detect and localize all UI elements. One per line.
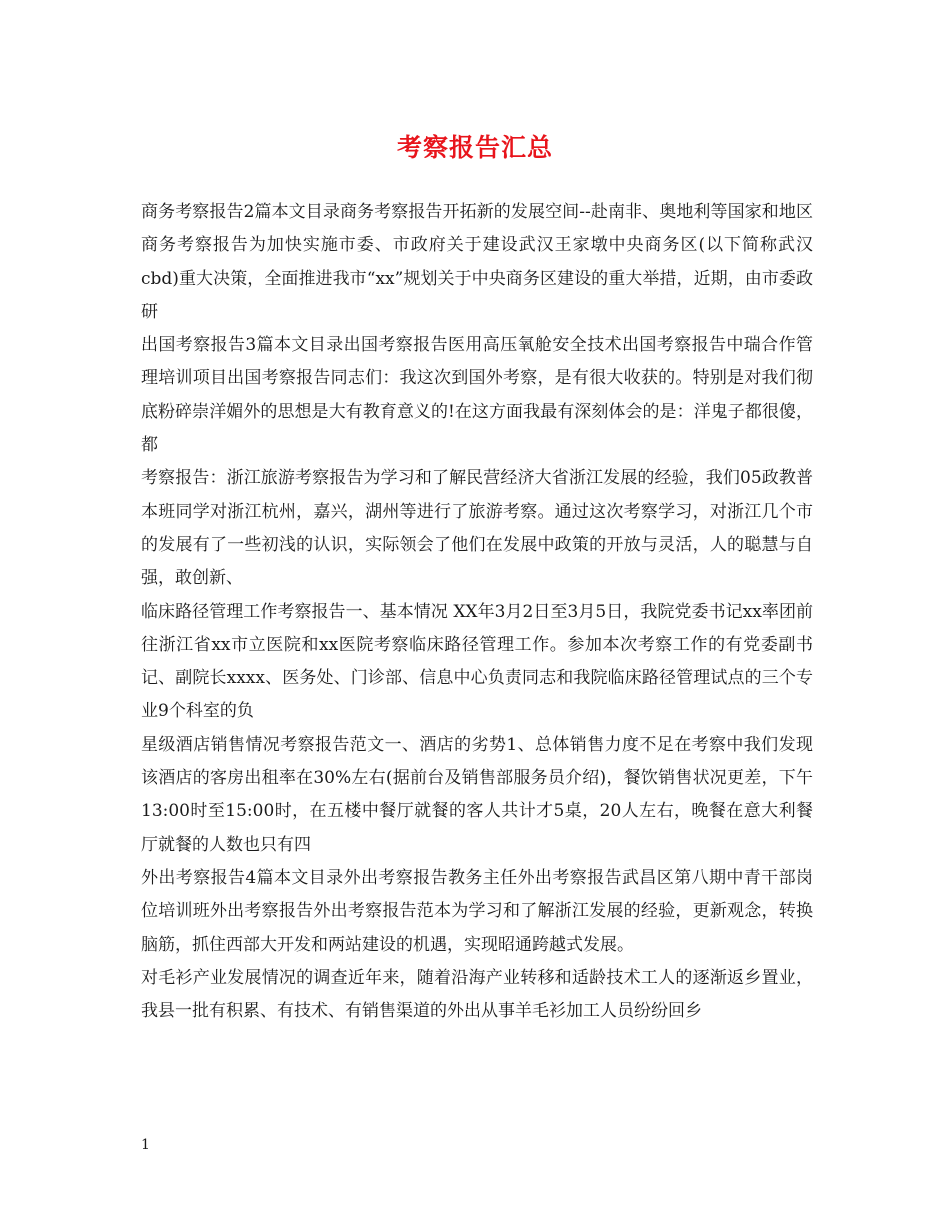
- document-title: 考察报告汇总: [396, 133, 553, 162]
- paragraph-overseas-report: 出国考察报告3篇本文目录出国考察报告医用高压氧舱安全技术出国考察报告中瑞合作管理培训项目出国考察报告同志们：我这次到国外考察，是有很大收获的。特别是对我们彻底粉碎崇洋媚外的思想是大有教育意义的!在这方面我最有深刻体会的是：洋鬼子都很傻，都: [141, 335, 813, 456]
- page-number: 1: [141, 1137, 150, 1153]
- paragraph-hotel-sales-report: 星级酒店销售情况考察报告范文一、酒店的劣势1、总体销售力度不足在考察中我们发现该酒店的客房出租率在30%左右(据前台及销售部服务员介绍)，餐饮销售状况更差，下午13:00时至15:00时，在五楼中餐厅就餐的客人共计才5桌，20人左右，晚餐在意大利餐厅就餐的人数也只有四: [141, 734, 813, 855]
- paragraph-business-report: 商务考察报告2篇本文目录商务考察报告开拓新的发展空间--赴南非、奥地利等国家和地区商务考察报告为加快实施市委、市政府关于建设武汉王家墩中央商务区(以下简称武汉cbd)重大决策，全面推进我市“xx”规划关于中央商务区建设的重大举措，近期，由市委政研: [141, 202, 813, 322]
- paragraph-sweater-industry-report: 对毛衫产业发展情况的调查近年来，随着沿海产业转移和适龄技术工人的逐渐返乡置业，我县一批有积累、有技术、有销售渠道的外出从事羊毛衫加工人员纷纷回乡: [141, 967, 813, 1022]
- paragraph-outbound-study-report: 外出考察报告4篇本文目录外出考察报告教务主任外出考察报告武昌区第八期中青干部岗位培训班外出考察报告外出考察报告范本为学习和了解浙江发展的经验，更新观念，转换脑筋，抓住西部大开发和两站建设的机遇，实现昭通跨越式发展。: [141, 867, 813, 955]
- paragraph-clinical-pathway-report: 临床路径管理工作考察报告一、基本情况 XX年3月2日至3月5日，我院党委书记xx率团前往浙江省xx市立医院和xx医院考察临床路径管理工作。参加本次考察工作的有党委副书记、副院长xxxx、医务处、门诊部、信息中心负责同志和我院临床路径管理试点的三个专业9个科室的负: [141, 601, 813, 722]
- document-body: [141, 196, 813, 1028]
- paragraph-zhejiang-tour-report: 考察报告：浙江旅游考察报告为学习和了解民营经济大省浙江发展的经验，我们05政教普本班同学对浙江杭州，嘉兴，湖州等进行了旅游考察。通过这次考察学习，对浙江几个市的发展有了一些初浅的认识，实际领会了他们在发展中政策的开放与灵活，人的聪慧与自强，敢创新、: [141, 468, 813, 589]
